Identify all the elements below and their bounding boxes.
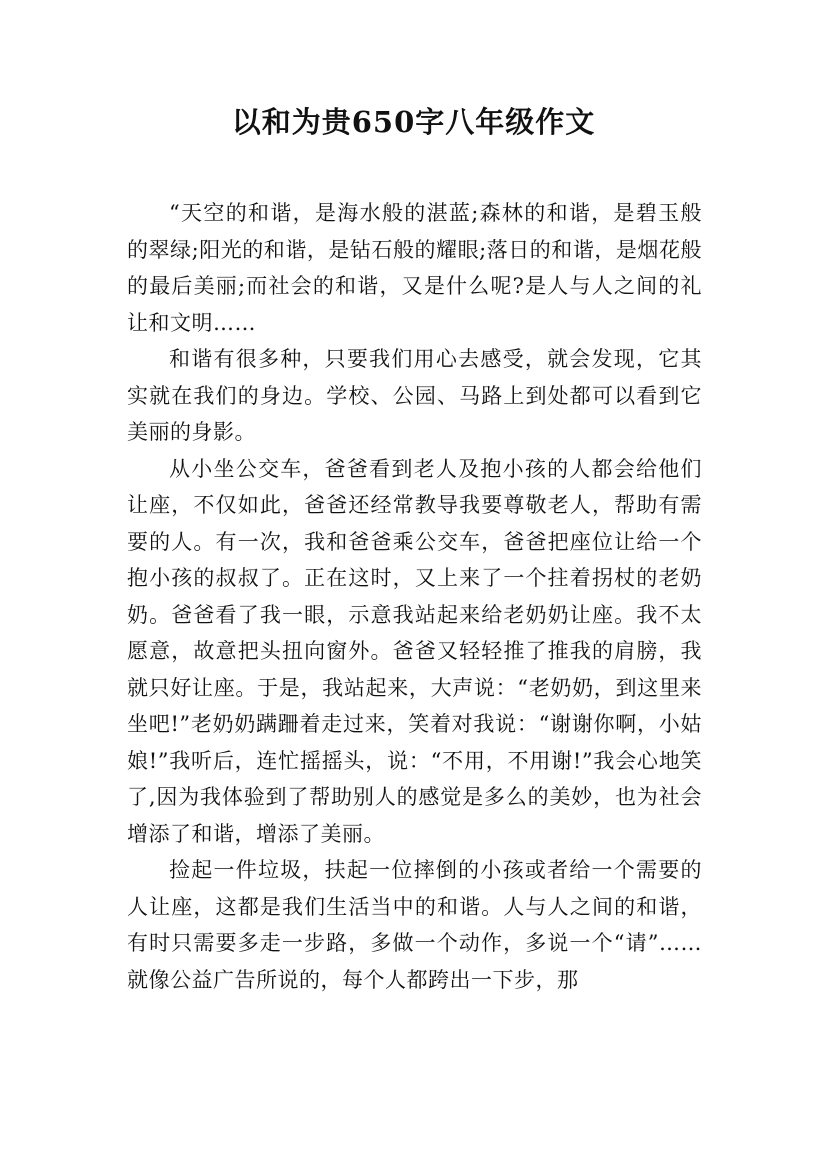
document-title: 以和为贵650字八年级作文 [231,105,596,139]
paragraph-3: 从小坐公交车，爸爸看到老人及抱小孩的人都会给他们让座，不仅如此，爸爸还经常教导我要尊敬老人，帮助有需要的人。有一次，我和爸爸乘公交车，爸爸把座位让给一个抱小孩的叔叔了。正在这时，又上来了一个拄着拐杖的老奶奶。爸爸看了我一眼，示意我站起来给老奶奶让座。我不太愿意，故意把头扭向窗外。爸爸又轻轻推了推我的肩膀，我就只好让座。于是，我站起来，大声说：“老奶奶，到这里来坐吧!”老奶奶蹒跚着走过来，笑着对我说：“谢谢你啊，小姑娘!”我听后，连忙摇摇头，说：“不用，不用谢!”我会心地笑了,因为我体验到了帮助别人的感觉是多么的美妙，也为社会增添了和谐，增添了美丽。 [127,456,702,846]
document-body [127,195,702,998]
paragraph-1: “天空的和谐，是海水般的湛蓝;森林的和谐，是碧玉般的翠绿;阳光的和谐，是钻石般的耀眼;落日的和谐，是烟花般的最后美丽;而社会的和谐，又是什么呢?是人与人之间的礼让和文明…… [127,201,702,335]
paragraph-2: 和谐有很多种，只要我们用心去感受，就会发现，它其实就在我们的身边。学校、公园、马路上到处都可以看到它美丽的身影。 [127,347,702,444]
paragraph-4: 捡起一件垃圾，扶起一位摔倒的小孩或者给一个需要的人让座，这都是我们生活当中的和谐。人与人之间的和谐，有时只需要多走一步路，多做一个动作，多说一个“请”……就像公益广告所说的，每个人都跨出一下步，那 [127,858,702,992]
